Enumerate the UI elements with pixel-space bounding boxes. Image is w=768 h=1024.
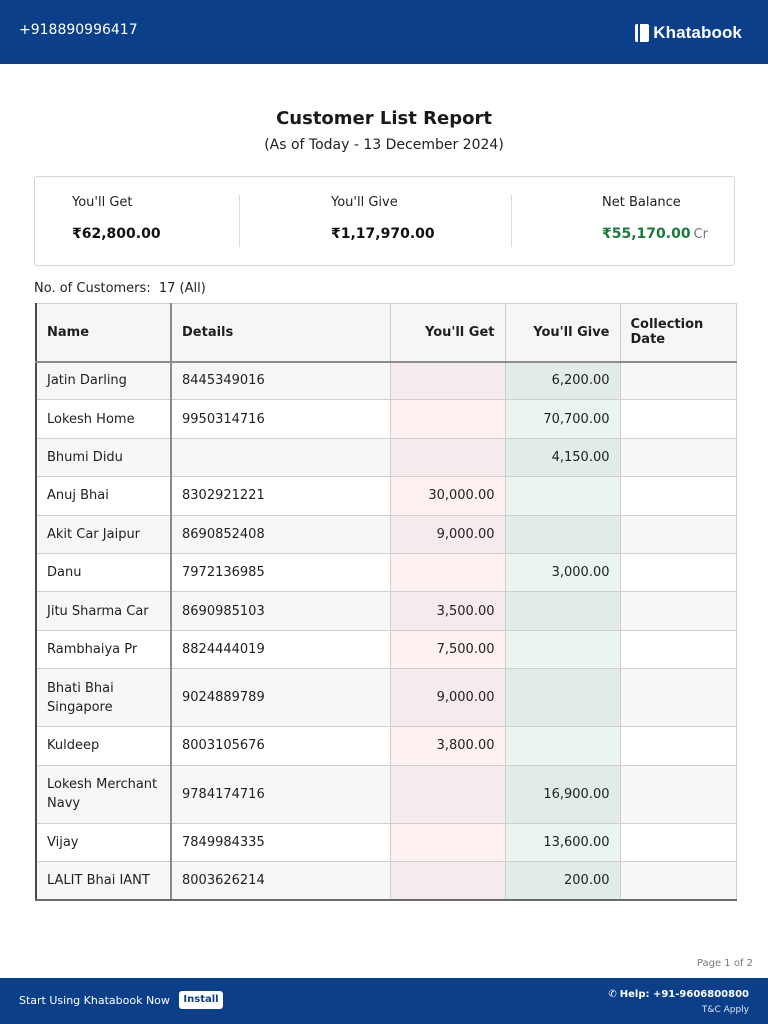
summary-net-suffix: Cr — [693, 227, 708, 242]
cell-name: Akit Car Jaipur — [36, 515, 171, 553]
cell-name: Jitu Sharma Car — [36, 592, 171, 630]
cell-give: 6,200.00 — [505, 362, 620, 400]
top-header-bar — [0, 0, 768, 64]
cell-collection — [620, 630, 736, 668]
summary-get — [72, 195, 161, 247]
table-row — [36, 765, 736, 823]
column-header-collection: Collection Date — [620, 304, 736, 362]
column-header-get: You'll Get — [390, 304, 505, 362]
phone-icon: ✆ — [608, 989, 617, 1000]
cell-collection — [620, 515, 736, 553]
cell-details: 7849984335 — [171, 823, 390, 861]
table-row — [36, 630, 736, 668]
summary-give-label: You'll Give — [331, 195, 398, 210]
cell-details: 8690852408 — [171, 515, 390, 553]
cell-details: 8690985103 — [171, 592, 390, 630]
book-icon — [635, 24, 649, 42]
cell-get: 9,000.00 — [390, 515, 505, 553]
cell-give: 13,600.00 — [505, 823, 620, 861]
cell-get — [390, 438, 505, 476]
cell-get — [390, 362, 505, 400]
cell-give: 3,000.00 — [505, 553, 620, 591]
summary-divider — [511, 195, 512, 247]
business-phone: +918890996417 — [19, 22, 138, 38]
footer-bar — [0, 978, 768, 1024]
table-header-row — [36, 304, 736, 362]
cell-name: Bhumi Didu — [36, 438, 171, 476]
cell-details: 8824444019 — [171, 630, 390, 668]
cell-collection — [620, 400, 736, 438]
footer-cta-text: Start Using Khatabook Now — [19, 994, 170, 1007]
table-row — [36, 515, 736, 553]
column-header-name: Name — [36, 304, 171, 362]
cell-collection — [620, 765, 736, 823]
cell-give: 200.00 — [505, 861, 620, 899]
summary-give — [331, 195, 435, 247]
cell-name: Bhati Bhai Singapore — [36, 669, 171, 727]
table-row — [36, 362, 736, 400]
report-title: Customer List Report — [276, 108, 492, 129]
summary-card — [34, 176, 735, 266]
cell-get: 7,500.00 — [390, 630, 505, 668]
cell-give: 16,900.00 — [505, 765, 620, 823]
cell-collection — [620, 823, 736, 861]
cell-get: 3,500.00 — [390, 592, 505, 630]
cell-give — [505, 477, 620, 515]
cell-name: Danu — [36, 553, 171, 591]
cell-get — [390, 400, 505, 438]
summary-get-label: You'll Get — [72, 195, 133, 210]
cell-name: LALIT Bhai IANT — [36, 861, 171, 899]
cell-collection — [620, 669, 736, 727]
summary-net — [602, 195, 708, 247]
table-row — [36, 438, 736, 476]
cell-get — [390, 861, 505, 899]
customer-count-label: No. of Customers: — [34, 281, 151, 296]
cell-get — [390, 765, 505, 823]
customer-count — [34, 281, 210, 296]
cell-collection — [620, 438, 736, 476]
cell-name: Lokesh Merchant Navy — [36, 765, 171, 823]
cell-details: 8445349016 — [171, 362, 390, 400]
table-row — [36, 592, 736, 630]
table-row — [36, 400, 736, 438]
cell-give: 70,700.00 — [505, 400, 620, 438]
cell-get — [390, 823, 505, 861]
cell-details: 8003105676 — [171, 727, 390, 765]
help-text: Help: +91-9606800800 — [619, 989, 749, 1000]
cell-give — [505, 630, 620, 668]
table-row — [36, 823, 736, 861]
cell-give — [505, 515, 620, 553]
summary-give-value: ₹1,17,970.00 — [331, 226, 435, 242]
cell-name: Jatin Darling — [36, 362, 171, 400]
summary-net-label: Net Balance — [602, 195, 681, 210]
cell-collection — [620, 553, 736, 591]
cell-collection — [620, 727, 736, 765]
cell-collection — [620, 362, 736, 400]
summary-net-value-wrap — [602, 226, 708, 242]
brand-logo — [635, 23, 742, 43]
cell-name: Rambhaiya Pr — [36, 630, 171, 668]
cell-details: 9784174716 — [171, 765, 390, 823]
column-header-give: You'll Give — [505, 304, 620, 362]
table-row — [36, 861, 736, 899]
cell-get: 30,000.00 — [390, 477, 505, 515]
cell-collection — [620, 861, 736, 899]
help-contact[interactable] — [608, 989, 749, 1000]
cell-give — [505, 592, 620, 630]
cell-details: 9950314716 — [171, 400, 390, 438]
report-subtitle: (As of Today - 13 December 2024) — [264, 137, 504, 153]
cell-give — [505, 727, 620, 765]
summary-get-value: ₹62,800.00 — [72, 226, 161, 242]
cell-get: 3,800.00 — [390, 727, 505, 765]
cell-get: 9,000.00 — [390, 669, 505, 727]
cell-details: 8302921221 — [171, 477, 390, 515]
summary-net-value: ₹55,170.00 — [602, 226, 691, 242]
cell-get — [390, 553, 505, 591]
cell-name: Anuj Bhai — [36, 477, 171, 515]
brand-name: Khatabook — [653, 23, 742, 42]
cell-name: Kuldeep — [36, 727, 171, 765]
cell-details: 9024889789 — [171, 669, 390, 727]
summary-divider — [239, 195, 240, 247]
table-row — [36, 669, 736, 727]
table-row — [36, 727, 736, 765]
customer-table — [35, 303, 737, 901]
cell-details: 8003626214 — [171, 861, 390, 899]
cell-name: Lokesh Home — [36, 400, 171, 438]
terms-link[interactable]: T&C Apply — [701, 1005, 749, 1015]
cell-name: Vijay — [36, 823, 171, 861]
table-row — [36, 477, 736, 515]
cell-give: 4,150.00 — [505, 438, 620, 476]
cell-collection — [620, 592, 736, 630]
cell-details — [171, 438, 390, 476]
table-row — [36, 553, 736, 591]
page-number: Page 1 of 2 — [696, 958, 753, 969]
cell-details: 7972136985 — [171, 553, 390, 591]
install-button[interactable]: Install — [179, 991, 223, 1009]
customer-count-value: 17 (All) — [158, 281, 206, 296]
cell-collection — [620, 477, 736, 515]
cell-give — [505, 669, 620, 727]
column-header-details: Details — [171, 304, 390, 362]
